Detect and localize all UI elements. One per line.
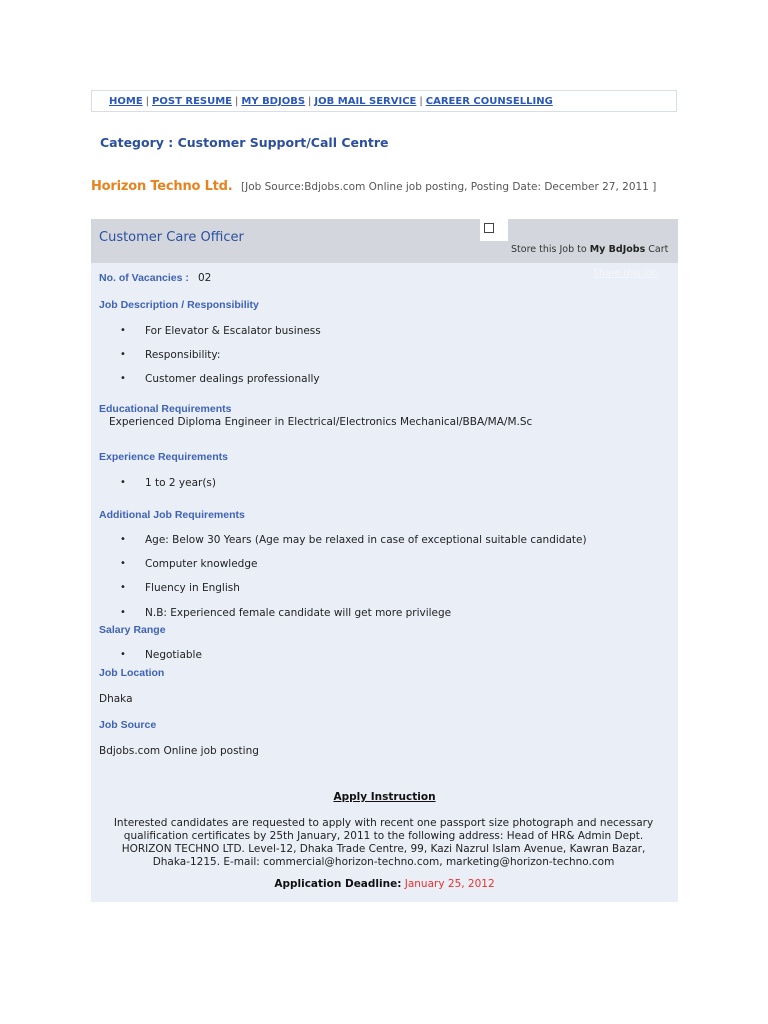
education-text: Experienced Diploma Engineer in Electrical/Electronics Mechanical/BBA/MA/M.Sc	[109, 416, 533, 428]
apply-instruction-heading: Apply Instruction	[333, 791, 436, 803]
nav-post-resume-link[interactable]: POST RESUME	[152, 96, 233, 107]
job-description-list	[99, 324, 659, 397]
application-deadline	[91, 878, 678, 890]
job-source-heading: Job Source	[99, 719, 157, 731]
category-heading: Category : Customer Support/Call Centre	[100, 135, 389, 150]
job-location-heading: Job Location	[99, 667, 165, 679]
store-job-label	[511, 244, 668, 255]
nav-my-bdjobs-link[interactable]: MY BDJOBS	[241, 96, 306, 107]
apply-instruction-text: Interested candidates are requested to apply with recent one passport size photograph and necessary qualification certificates by 25th January, 2011 to the following address: Head of HR& Admin Dept. HORIZON TECHNO LTD. Level-12, Dhaka Trade Centre, 99, Kazi Nazrul Islam Avenue, Kawran Bazar, Dhaka-1215. E-mail: commercial@horizon-techno.com, marketing@horizon-techno.com	[113, 817, 654, 868]
company-name: Horizon Techno Ltd.	[91, 179, 233, 194]
my-bdjobs-text: My BdJobs	[589, 244, 646, 255]
education-heading: Educational Requirements	[99, 403, 232, 415]
vacancies-value: 02	[197, 272, 212, 284]
top-nav	[91, 90, 677, 112]
additional-requirements-heading: Additional Job Requirements	[99, 509, 245, 521]
nav-home-link[interactable]: HOME	[109, 96, 143, 107]
list-item: • Negotiable	[99, 648, 659, 672]
additional-requirements-list	[99, 533, 669, 630]
salary-list	[99, 648, 659, 672]
store-prefix: Store this Job to	[511, 244, 587, 255]
nav-separator: |	[308, 96, 312, 107]
experience-list	[99, 476, 659, 500]
job-description-heading: Job Description / Responsibility	[99, 299, 259, 311]
job-title: Customer Care Officer	[99, 230, 244, 245]
job-location-text: Dhaka	[99, 693, 133, 705]
deadline-date: January 25, 2012	[404, 878, 495, 890]
list-item: • Computer knowledge	[99, 557, 669, 581]
vacancies-row	[99, 266, 211, 285]
vacancies-label: No. of Vacancies :	[99, 272, 189, 284]
list-item: • Customer dealings professionally	[99, 372, 659, 396]
job-source-text: Bdjobs.com Online job posting	[99, 745, 259, 757]
salary-heading: Salary Range	[99, 624, 166, 636]
job-source-line: [Job Source:Bdjobs.com Online job posting, Posting Date: December 27, 2011 ]	[241, 181, 657, 193]
list-item: • Responsibility:	[99, 348, 659, 372]
list-item: • 1 to 2 year(s)	[99, 476, 659, 500]
nav-separator: |	[419, 96, 423, 107]
share-job-link[interactable]: Share this Job	[593, 268, 659, 279]
list-item: • For Elevator & Escalator business	[99, 324, 659, 348]
nav-career-counselling-link[interactable]: CAREER COUNSELLING	[425, 96, 553, 107]
list-item: • N.B: Experienced female candidate will get more privilege	[99, 606, 669, 630]
experience-heading: Experience Requirements	[99, 451, 228, 463]
list-item: • Fluency in English	[99, 581, 669, 605]
store-job-checkbox[interactable]	[484, 223, 494, 233]
nav-separator: |	[145, 96, 150, 107]
deadline-label: Application Deadline:	[274, 878, 402, 890]
nav-separator: |	[235, 96, 239, 107]
list-item: • Age: Below 30 Years (Age may be relaxed in case of exceptional suitable candidate)	[99, 533, 669, 557]
store-suffix: Cart	[648, 244, 669, 255]
nav-job-mail-service-link[interactable]: JOB MAIL SERVICE	[314, 96, 417, 107]
